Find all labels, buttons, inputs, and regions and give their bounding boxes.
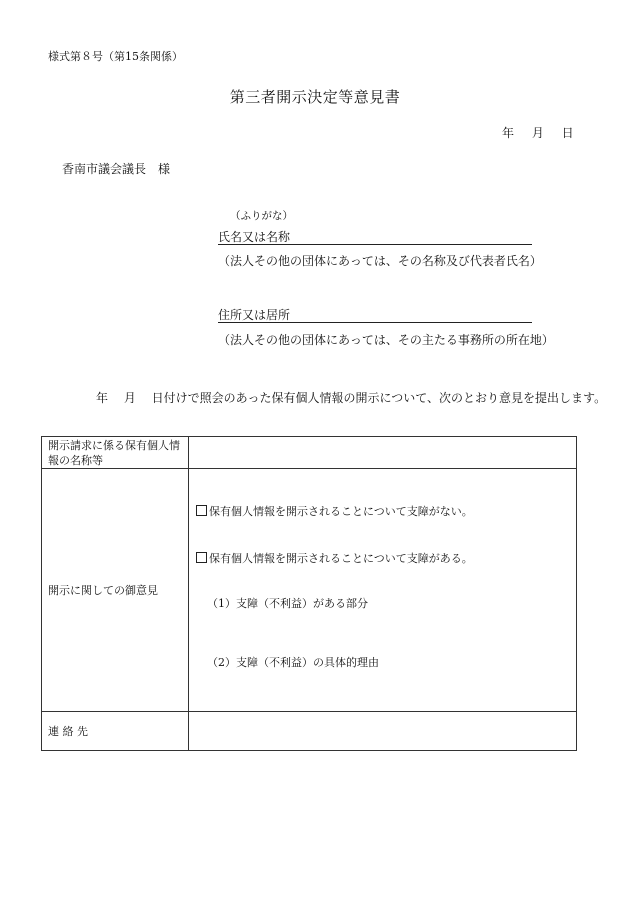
option-hindrance[interactable] (196, 550, 473, 566)
hindrance-part-label: （1）支障（不利益）がある部分 (207, 597, 368, 610)
opinion-cell[interactable] (189, 469, 577, 712)
recipient: 香南市議会議長 様 (62, 162, 171, 176)
date-line: 年 月 日 (502, 126, 574, 140)
contact-cell[interactable] (189, 712, 577, 751)
form-number: 様式第８号（第15条関係） (48, 50, 183, 63)
table-row (42, 469, 577, 712)
option-no-hindrance-label: 保有個人情報を開示されることについて支障がない。 (209, 505, 473, 518)
opinion-label: 開示に関しての御意見 (42, 469, 189, 712)
statement-text: 年 月 日付けで照会のあった保有個人情報の開示について、次のとおり意見を提出します。 (96, 391, 607, 405)
name-field[interactable] (218, 228, 532, 245)
opinion-table (41, 436, 577, 751)
table-row (42, 437, 577, 469)
name-note: （法人その他の団体にあっては、その名称及び代表者氏名） (218, 254, 542, 268)
furigana-label: （ふりがな） (230, 210, 293, 222)
document-title: 第三者開示決定等意見書 (229, 88, 401, 106)
checkbox-icon[interactable] (196, 552, 207, 563)
info-name-cell[interactable] (189, 437, 577, 469)
option-hindrance-label: 保有個人情報を開示されることについて支障がある。 (209, 552, 473, 565)
hindrance-reason-label: （2）支障（不利益）の具体的理由 (207, 656, 379, 669)
name-label: 氏名又は名称 (218, 230, 291, 244)
info-name-label: 開示請求に係る保有個人情報の名称等 (42, 437, 189, 469)
table-row (42, 712, 577, 751)
address-field[interactable] (218, 306, 532, 323)
contact-label: 連 絡 先 (42, 712, 189, 751)
checkbox-icon[interactable] (196, 505, 207, 516)
address-label: 住所又は居所 (218, 308, 291, 322)
option-no-hindrance[interactable] (196, 503, 473, 519)
address-note: （法人その他の団体にあっては、その主たる事務所の所在地） (218, 333, 554, 347)
